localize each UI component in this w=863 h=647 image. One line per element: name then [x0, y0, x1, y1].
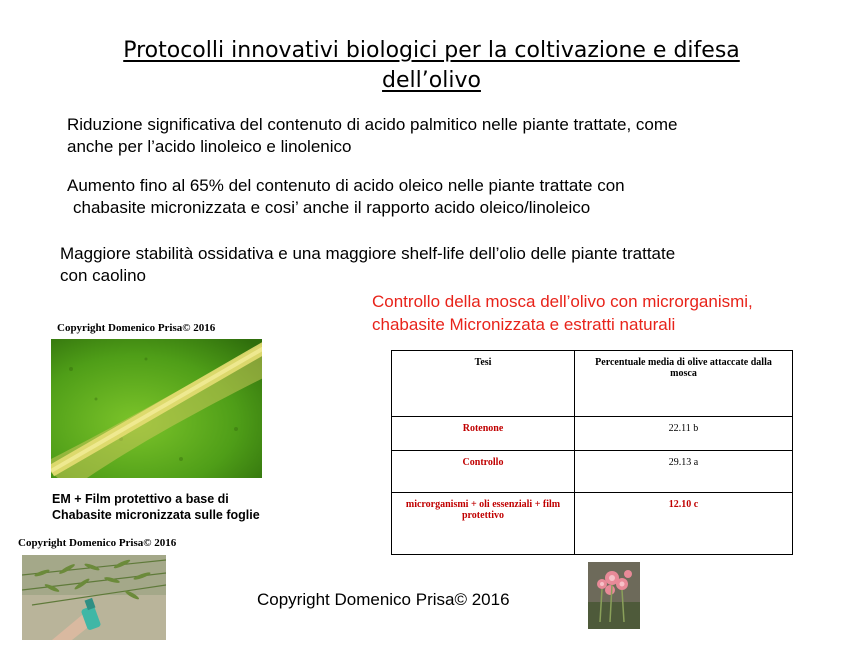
- bottom-copyright: Copyright Domenico Prisa© 2016: [257, 590, 510, 609]
- spraying-branch-photo: [22, 555, 166, 640]
- spraying-branch-image: [22, 555, 166, 640]
- header-tesi: Tesi: [392, 351, 575, 417]
- title-line-1: Protocolli innovativi biologici per la coltivazione e difesa: [123, 38, 740, 63]
- flower-image: [588, 562, 640, 629]
- paragraph-line: chabasite micronizzata e cosi’ anche il rapporto acido oleico/linoleico: [73, 198, 591, 217]
- caption-line: Chabasite micronizzata sulle foglie: [52, 508, 260, 522]
- leaf-closeup-image: [51, 339, 262, 478]
- photo-copyright-1: Copyright Domenico Prisa© 2016: [57, 322, 216, 334]
- header-percentuale: Percentuale media di olive attaccate dalla mosca: [575, 351, 793, 417]
- row-value: 12.10 c: [575, 493, 793, 555]
- caption-line: EM + Film protettivo a base di: [52, 492, 229, 506]
- leaf-photo-caption: [52, 491, 300, 523]
- paragraph-palmitic: [67, 114, 677, 158]
- title-line-2: dell’olivo: [382, 68, 481, 93]
- paragraph-line: Riduzione significativa del contenuto di acido palmitico nelle piante trattate, come: [67, 115, 678, 134]
- mosca-heading-line: chabasite Micronizzata e estratti naturali: [372, 315, 676, 334]
- results-table: [391, 350, 793, 555]
- paragraph-stability: [60, 243, 675, 287]
- mosca-heading: [372, 290, 753, 336]
- paragraph-oleic: [67, 175, 625, 219]
- leaf-closeup-photo: [51, 339, 262, 478]
- mosca-heading-line: Controllo della mosca dell’olivo con microrganismi,: [372, 292, 753, 311]
- row-value: 29.13 a: [575, 451, 793, 493]
- table-header-row: [392, 351, 793, 417]
- table-row: [392, 417, 793, 451]
- paragraph-line: anche per l’acido linoleico e linolenico: [67, 137, 352, 156]
- results-table-wrapper: [391, 350, 793, 555]
- paragraph-line: con caolino: [60, 266, 147, 285]
- photo-copyright-2: Copyright Domenico Prisa© 2016: [18, 537, 177, 549]
- flower-photo: [588, 562, 640, 629]
- row-tesi: Controllo: [392, 451, 575, 493]
- slide-title: [0, 36, 863, 96]
- paragraph-line: Aumento fino al 65% del contenuto di acido oleico nelle piante trattate con: [67, 176, 625, 195]
- row-value: 22.11 b: [575, 417, 793, 451]
- row-tesi: microrganismi + oli essenziali + film protettivo: [392, 493, 575, 555]
- table-row: [392, 493, 793, 555]
- table-row: [392, 451, 793, 493]
- row-tesi: Rotenone: [392, 417, 575, 451]
- paragraph-line: Maggiore stabilità ossidativa e una maggiore shelf-life dell’olio delle piante trattate: [60, 244, 676, 263]
